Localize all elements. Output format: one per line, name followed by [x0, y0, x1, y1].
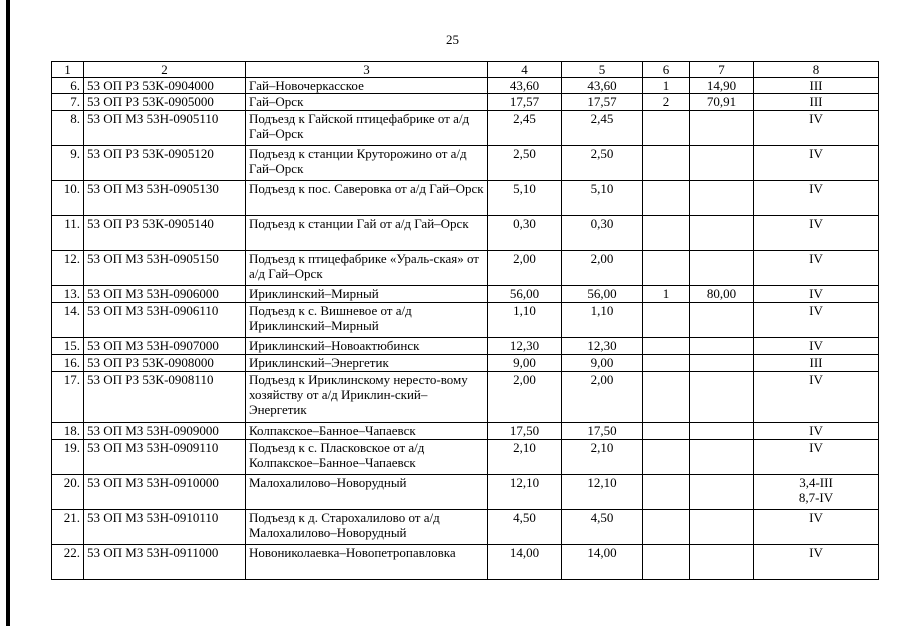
table-cell: IV	[754, 111, 879, 146]
table-cell: Подъезд к станции Круторожино от а/д Гай–Орск	[246, 146, 488, 181]
table-cell: 14,00	[562, 545, 643, 580]
table-cell: 3,4-III 8,7-IV	[754, 475, 879, 510]
table-cell: 5,10	[562, 181, 643, 216]
table-row	[52, 545, 879, 580]
left-edge-bar	[6, 0, 10, 626]
table-cell	[690, 251, 754, 286]
table-cell: 18.	[52, 423, 84, 440]
table-cell: Гай–Новочеркасское	[246, 78, 488, 94]
table-cell: 2,00	[562, 372, 643, 423]
table-row	[52, 440, 879, 475]
table-cell: 10.	[52, 181, 84, 216]
table-row	[52, 181, 879, 216]
table-cell: 2,00	[562, 251, 643, 286]
table-cell: 53 ОП МЗ 53Н-0905130	[84, 181, 246, 216]
table-cell: IV	[754, 303, 879, 338]
table-cell	[643, 338, 690, 355]
table-cell	[690, 510, 754, 545]
table-cell: 2,10	[488, 440, 562, 475]
table-cell: 70,91	[690, 94, 754, 111]
table-cell: 15.	[52, 338, 84, 355]
column-header: 2	[84, 62, 246, 78]
table-cell: IV	[754, 510, 879, 545]
table-cell: 17.	[52, 372, 84, 423]
table-cell	[643, 111, 690, 146]
table-cell	[643, 251, 690, 286]
table-cell: IV	[754, 181, 879, 216]
table-cell: 1,10	[562, 303, 643, 338]
table-cell	[690, 545, 754, 580]
table-cell: 2,10	[562, 440, 643, 475]
table-cell	[690, 475, 754, 510]
table-row	[52, 251, 879, 286]
table-row	[52, 216, 879, 251]
table-cell: IV	[754, 545, 879, 580]
table-cell: 53 ОП МЗ 53Н-0911000	[84, 545, 246, 580]
table-cell: Подъезд к д. Старохалилово от а/д Малохалилово–Новорудный	[246, 510, 488, 545]
table-cell: Подъезд к птицефабрике «Ураль-ская» от а/д Гай–Орск	[246, 251, 488, 286]
table-cell: 9,00	[488, 355, 562, 372]
table-cell: 53 ОП РЗ 53К-0908000	[84, 355, 246, 372]
table-cell: 2,50	[562, 146, 643, 181]
table-cell	[643, 372, 690, 423]
table-cell: 53 ОП МЗ 53Н-0906110	[84, 303, 246, 338]
table-cell: 80,00	[690, 286, 754, 303]
table-cell: Ириклинский–Энергетик	[246, 355, 488, 372]
table-cell: 12,10	[562, 475, 643, 510]
table-cell	[690, 440, 754, 475]
table-cell	[643, 303, 690, 338]
table-cell	[643, 355, 690, 372]
table-cell: 56,00	[562, 286, 643, 303]
table-cell: 17,50	[488, 423, 562, 440]
table-cell: 53 ОП РЗ 53К-0905140	[84, 216, 246, 251]
table-cell: 12,30	[562, 338, 643, 355]
table-cell: IV	[754, 146, 879, 181]
table-cell	[643, 216, 690, 251]
table-cell: 53 ОП РЗ 53К-0905120	[84, 146, 246, 181]
table-cell: 53 ОП МЗ 53Н-0909110	[84, 440, 246, 475]
table-cell: III	[754, 78, 879, 94]
table-cell	[690, 303, 754, 338]
table-cell: 12.	[52, 251, 84, 286]
table-cell: 17,57	[562, 94, 643, 111]
table-cell: 12,10	[488, 475, 562, 510]
table-cell: 17,50	[562, 423, 643, 440]
table-cell: 17,57	[488, 94, 562, 111]
table-cell: 2	[643, 94, 690, 111]
table-cell: 43,60	[562, 78, 643, 94]
column-header: 6	[643, 62, 690, 78]
table-cell: 1	[643, 286, 690, 303]
table-cell	[643, 440, 690, 475]
table-cell: 14,90	[690, 78, 754, 94]
table-row	[52, 94, 879, 111]
table-cell: 4,50	[562, 510, 643, 545]
table-row	[52, 303, 879, 338]
table-cell: Подъезд к станции Гай от а/д Гай–Орск	[246, 216, 488, 251]
table-cell: 12,30	[488, 338, 562, 355]
table-cell	[643, 510, 690, 545]
table-cell: 2,50	[488, 146, 562, 181]
table-cell: 22.	[52, 545, 84, 580]
table-cell: 53 ОП МЗ 53Н-0910110	[84, 510, 246, 545]
table-cell: Малохалилово–Новорудный	[246, 475, 488, 510]
table-cell	[690, 372, 754, 423]
column-header: 5	[562, 62, 643, 78]
table-cell: 53 ОП МЗ 53Н-0909000	[84, 423, 246, 440]
table-cell: 5,10	[488, 181, 562, 216]
table-cell: Подъезд к Ириклинскому нересто-вому хозяйству от а/д Ириклин-ский–Энергетик	[246, 372, 488, 423]
table-cell	[690, 355, 754, 372]
table-cell: 8.	[52, 111, 84, 146]
table-cell: 7.	[52, 94, 84, 111]
table-cell	[643, 545, 690, 580]
table-cell: Новониколаевка–Новопетропавловка	[246, 545, 488, 580]
table-cell	[690, 181, 754, 216]
table-cell: IV	[754, 216, 879, 251]
table-cell: 2,45	[562, 111, 643, 146]
table-header-row	[52, 62, 879, 78]
table-cell: 19.	[52, 440, 84, 475]
roads-table	[51, 61, 879, 580]
table-row	[52, 423, 879, 440]
table-cell: 53 ОП РЗ 53К-0908110	[84, 372, 246, 423]
table-cell: IV	[754, 423, 879, 440]
table-cell: IV	[754, 440, 879, 475]
table-cell	[643, 475, 690, 510]
column-header: 7	[690, 62, 754, 78]
table-cell: 6.	[52, 78, 84, 94]
table-cell	[690, 216, 754, 251]
table-cell: 9.	[52, 146, 84, 181]
table-cell: 2,00	[488, 251, 562, 286]
table-cell: Гай–Орск	[246, 94, 488, 111]
table-cell: 4,50	[488, 510, 562, 545]
table-row	[52, 372, 879, 423]
table-row	[52, 475, 879, 510]
table-cell: IV	[754, 251, 879, 286]
table-cell	[643, 181, 690, 216]
table-row	[52, 111, 879, 146]
table-cell: Ириклинский–Новоактюбинск	[246, 338, 488, 355]
table-cell: Ириклинский–Мирный	[246, 286, 488, 303]
table-cell: Колпакское–Банное–Чапаевск	[246, 423, 488, 440]
column-header: 8	[754, 62, 879, 78]
table-cell: 14.	[52, 303, 84, 338]
table-cell	[643, 423, 690, 440]
table-cell: 43,60	[488, 78, 562, 94]
table-row	[52, 510, 879, 545]
table-cell: 53 ОП МЗ 53Н-0905110	[84, 111, 246, 146]
table-row	[52, 355, 879, 372]
table-cell: Подъезд к Гайской птицефабрике от а/д Гай–Орск	[246, 111, 488, 146]
table-cell	[690, 146, 754, 181]
table-cell: 56,00	[488, 286, 562, 303]
table-cell: 53 ОП МЗ 53Н-0910000	[84, 475, 246, 510]
table-cell: 9,00	[562, 355, 643, 372]
table-cell: IV	[754, 372, 879, 423]
table-cell	[690, 111, 754, 146]
column-header: 1	[52, 62, 84, 78]
table-cell: Подъезд к с. Пласковское от а/д Колпакское–Банное–Чапаевск	[246, 440, 488, 475]
page-number: 25	[446, 32, 459, 47]
table-cell: 53 ОП МЗ 53Н-0905150	[84, 251, 246, 286]
table-cell: 14,00	[488, 545, 562, 580]
table-cell: 53 ОП МЗ 53Н-0906000	[84, 286, 246, 303]
table-cell: 16.	[52, 355, 84, 372]
table-cell: 20.	[52, 475, 84, 510]
column-header: 3	[246, 62, 488, 78]
table-row	[52, 146, 879, 181]
table-cell: 1,10	[488, 303, 562, 338]
table-row	[52, 286, 879, 303]
table-cell: Подъезд к пос. Саверовка от а/д Гай–Орск	[246, 181, 488, 216]
table-cell: IV	[754, 338, 879, 355]
table-cell: 13.	[52, 286, 84, 303]
table-cell: IV	[754, 286, 879, 303]
table-cell: 53 ОП РЗ 53К-0905000	[84, 94, 246, 111]
table-cell	[643, 146, 690, 181]
table-cell: 2,00	[488, 372, 562, 423]
table-cell: 11.	[52, 216, 84, 251]
table-cell: 2,45	[488, 111, 562, 146]
table-cell	[690, 338, 754, 355]
table-cell: 0,30	[562, 216, 643, 251]
table-cell: 21.	[52, 510, 84, 545]
table-cell: 53 ОП РЗ 53К-0904000	[84, 78, 246, 94]
column-header: 4	[488, 62, 562, 78]
table-row	[52, 338, 879, 355]
table-cell	[690, 423, 754, 440]
table-row	[52, 78, 879, 94]
table-cell: Подъезд к с. Вишневое от а/д Ириклинский–Мирный	[246, 303, 488, 338]
table-cell: 53 ОП МЗ 53Н-0907000	[84, 338, 246, 355]
table-cell: III	[754, 94, 879, 111]
table-cell: III	[754, 355, 879, 372]
table-cell: 1	[643, 78, 690, 94]
table-cell: 0,30	[488, 216, 562, 251]
